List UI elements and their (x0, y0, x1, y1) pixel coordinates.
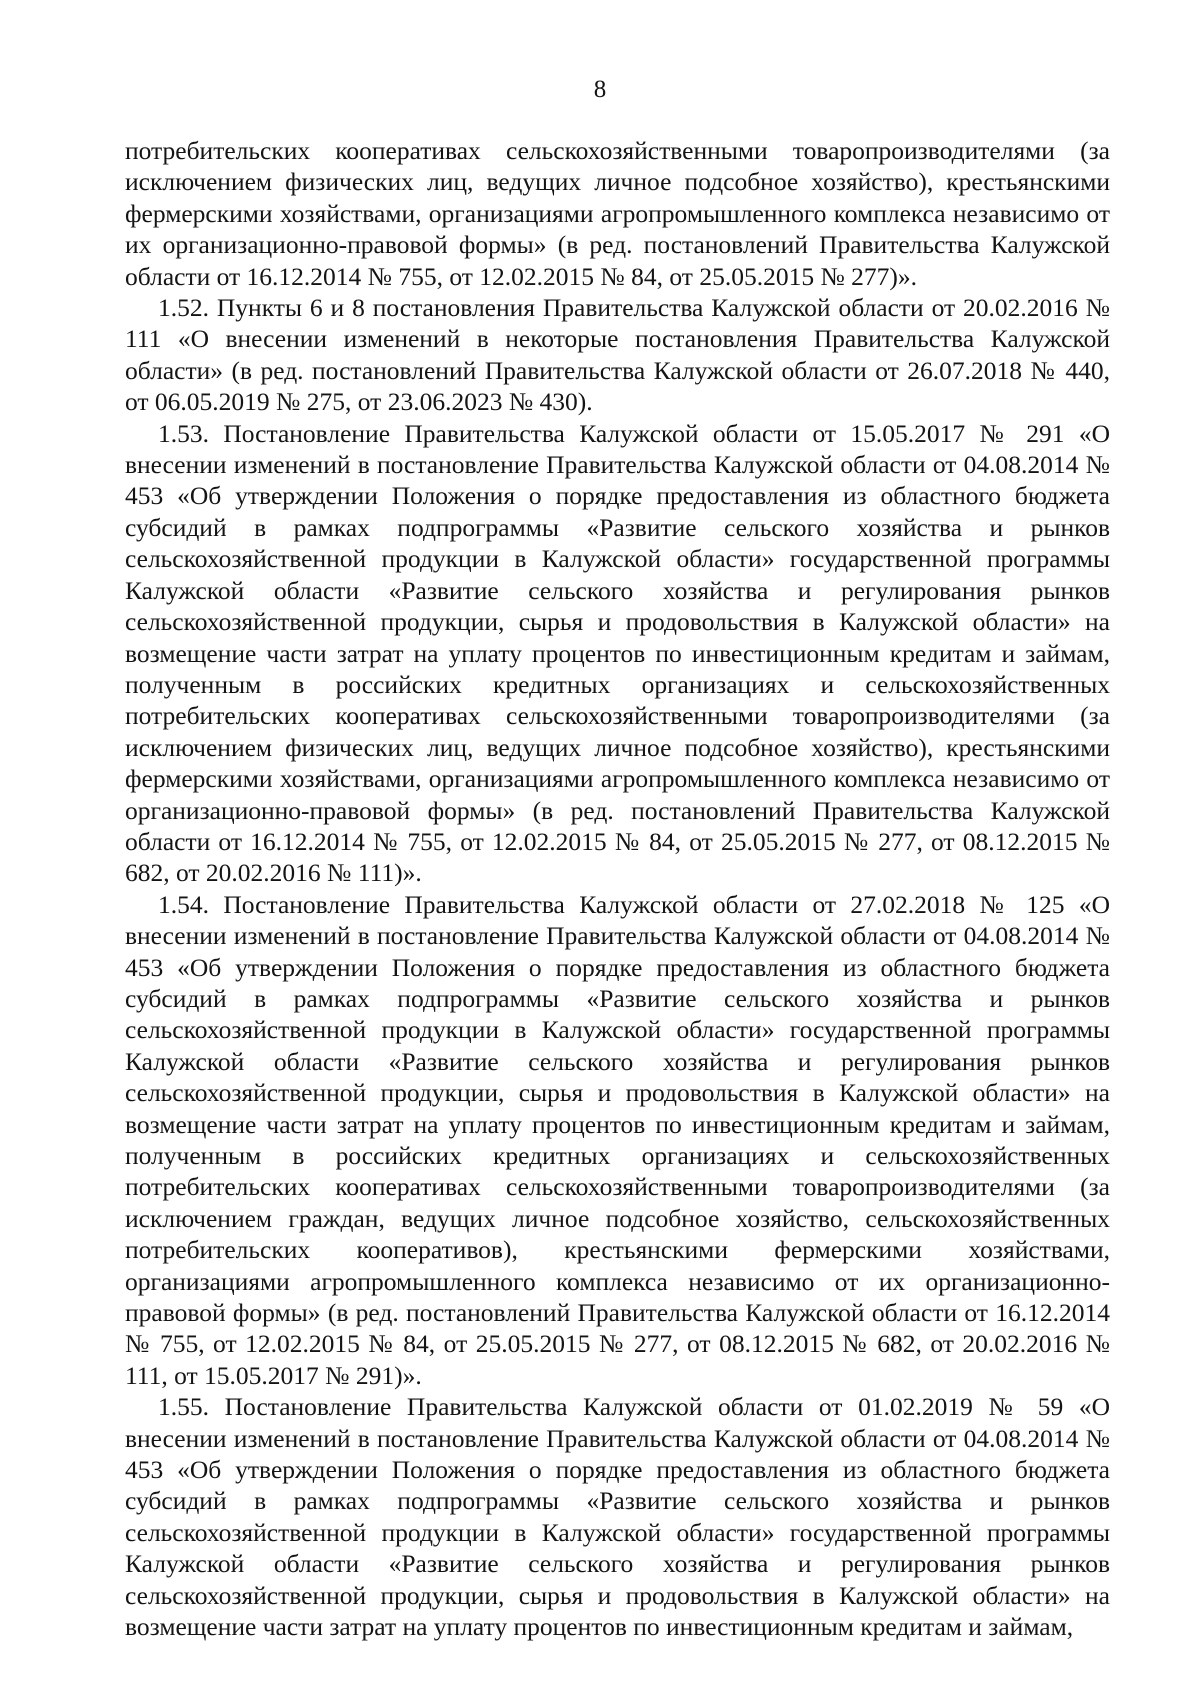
paragraph-item-1-52: 1.52. Пункты 6 и 8 постановления Правительства Калужской области от 20.02.2016 № 111 «О внесении изменений в некоторые постановления Правительства Калужской области» (в ред. постановлений Правительства Калужской области от 26.07.2018 № 440, от 06.05.2019 № 275, от 23.06.2023 № 430). (125, 293, 1110, 417)
paragraph-item-1-54: 1.54. Постановление Правительства Калужской области от 27.02.2018 № 125 «О внесении изменений в постановление Правительства Калужской области от 04.08.2014 № 453 «Об утверждении Положения о порядке предоставления из областного бюджета субсидий в рамках подпрограммы «Развитие сельского хозяйства и рынков сельскохозяйственной продукции в Калужской области» государственной программы Калужской области «Развитие сельского хозяйства и регулирования рынков сельскохозяйственной продукции, сырья и продовольствия в Калужской области» на возмещение части затрат на уплату процентов по инвестиционным кредитам и займам, полученным в российских кредитных организациях и сельскохозяйственных потребительских кооперативах сельскохозяйственными товаропроизводителями (за исключением граждан, ведущих личное подсобное хозяйство, сельскохозяйственных потребительских кооперативов), крестьянскими фермерскими хозяйствами, организациями агропромышленного комплекса независимо от их организационно-правовой формы» (в ред. постановлений Правительства Калужской области от 16.12.2014 № 755, от 12.02.2015 № 84, от 25.05.2015 № 277, от 08.12.2015 № 682, от 20.02.2016 № 111, от 15.05.2017 № 291)». (125, 889, 1110, 1390)
paragraph-item-1-55: 1.55. Постановление Правительства Калужской области от 01.02.2019 № 59 «О внесении изменений в постановление Правительства Калужской области от 04.08.2014 № 453 «Об утверждении Положения о порядке предоставления из областного бюджета субсидий в рамках подпрограммы «Развитие сельского хозяйства и рынков сельскохозяйственной продукции в Калужской области» государственной программы Калужской области «Развитие сельского хозяйства и регулирования рынков сельскохозяйственной продукции, сырья и продовольствия в Калужской области» на возмещение части затрат на уплату процентов по инвестиционным кредитам и займам, (125, 1392, 1110, 1642)
page-number: 8 (593, 76, 607, 103)
document-body (125, 135, 1110, 1643)
paragraph-continuation: потребительских кооперативах сельскохозяйственными товаропроизводителями (за исключением физических лиц, ведущих личное подсобное хозяйство), крестьянскими фермерскими хозяйствами, организациями агропромышленного комплекса независимо от их организационно-правовой формы» (в ред. постановлений Правительства Калужской области от 16.12.2014 № 755, от 12.02.2015 № 84, от 25.05.2015 № 277)». (125, 136, 1110, 291)
paragraph-item-1-53: 1.53. Постановление Правительства Калужской области от 15.05.2017 № 291 «О внесении изменений в постановление Правительства Калужской области от 04.08.2014 № 453 «Об утверждении Положения о порядке предоставления из областного бюджета субсидий в рамках подпрограммы «Развитие сельского хозяйства и рынков сельскохозяйственной продукции в Калужской области» государственной программы Калужской области «Развитие сельского хозяйства и регулирования рынков сельскохозяйственной продукции, сырья и продовольствия в Калужской области» на возмещение части затрат на уплату процентов по инвестиционным кредитам и займам, полученным в российских кредитных организациях и сельскохозяйственных потребительских кооперативах сельскохозяйственными товаропроизводителями (за исключением физических лиц, ведущих личное подсобное хозяйство), крестьянскими фермерскими хозяйствами, организациями агропромышленного комплекса независимо от организационно-правовой формы» (в ред. постановлений Правительства Калужской области от 16.12.2014 № 755, от 12.02.2015 № 84, от 25.05.2015 № 277, от 08.12.2015 № 682, от 20.02.2016 № 111)». (125, 418, 1110, 888)
